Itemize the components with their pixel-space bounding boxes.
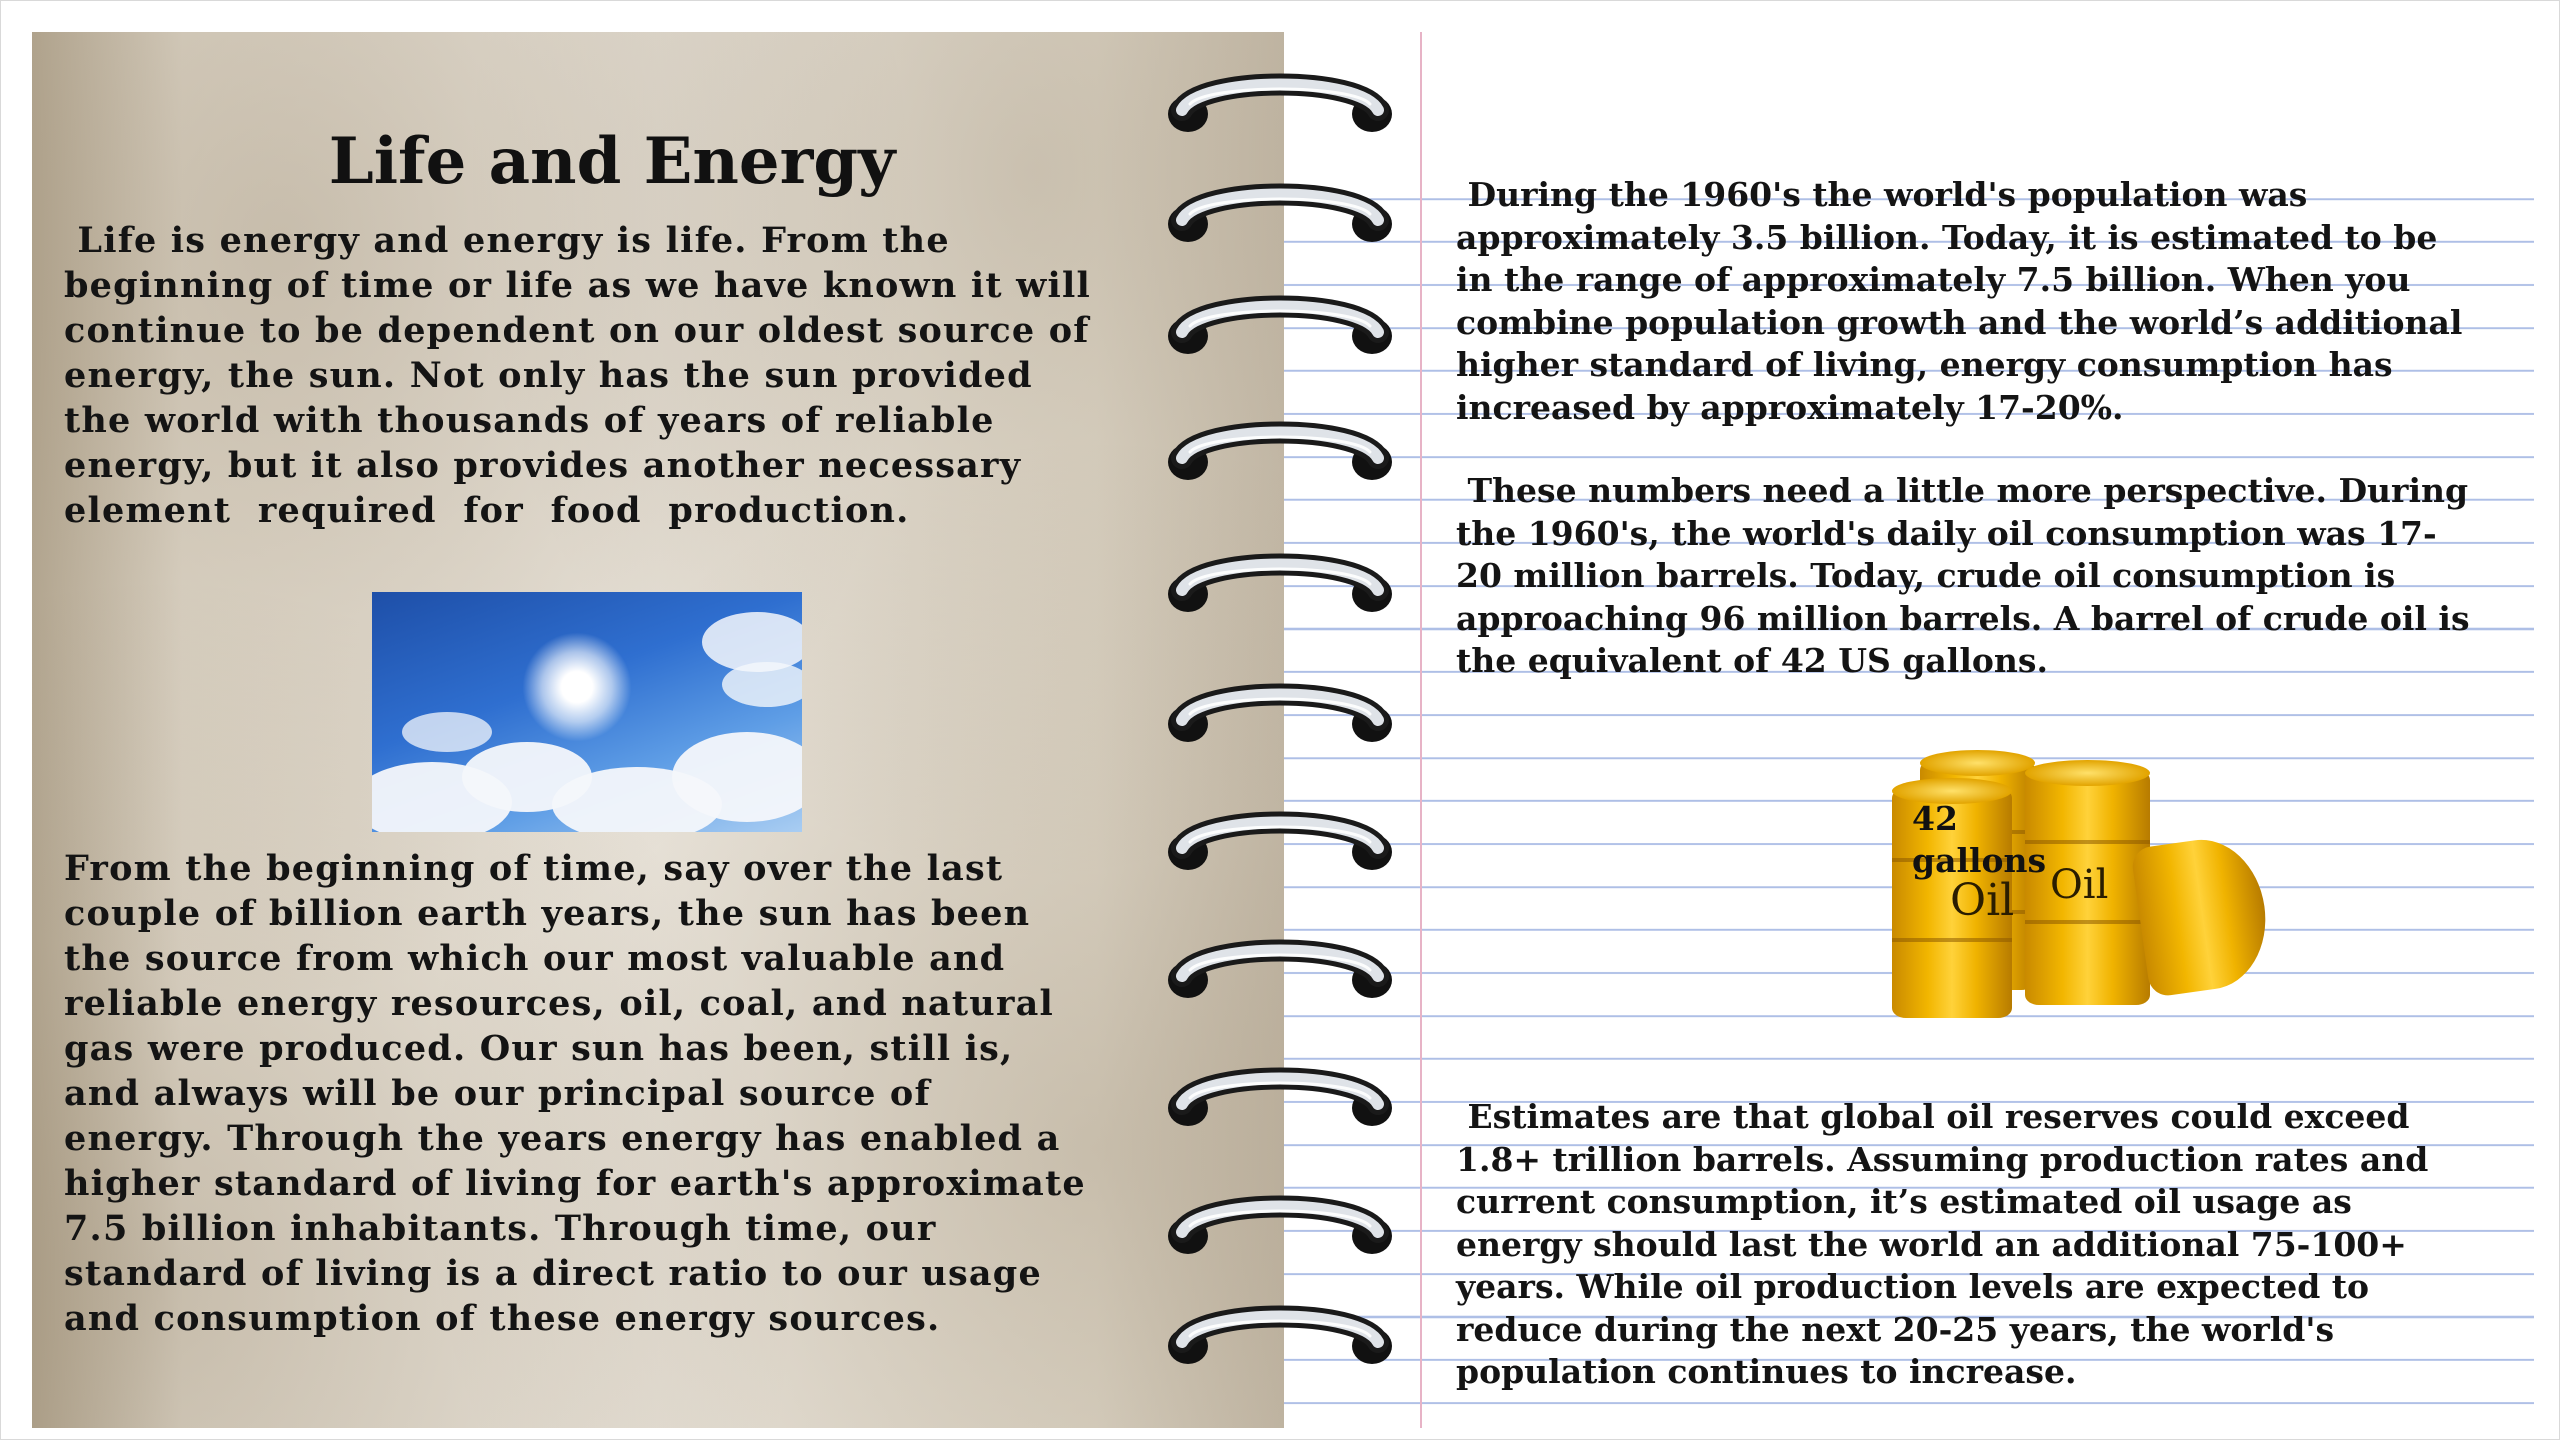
page-title: Life and Energy [328,124,896,199]
spiral-binding-ring [1160,418,1400,488]
text-line: approaching 96 million barrels. A barrel of crude oil is [1456,598,2470,638]
history-paragraph [64,846,1164,1341]
sun-sky-photo [372,592,802,832]
text-line: reduce during the next 20-25 years, the world's [1456,1309,2335,1349]
barrel-caption [1912,798,2072,882]
text-line: These numbers need a little more perspective. During [1456,471,2469,510]
spiral-binding-ring [1160,1302,1400,1372]
text-line: couple of billion earth years, the sun has been [64,893,1031,934]
reserves-paragraph [1456,1096,2526,1394]
text-line: gas were produced. Our sun has been, still is, [64,1028,1014,1069]
spiral-binding-ring [1160,1064,1400,1134]
text-line: 1.8+ trillion barrels. Assuming production rates and [1456,1139,2429,1179]
text-line: the 1960's, the world's daily oil consumption was 17- [1456,513,2437,553]
text-line: years. While oil production levels are expected to [1456,1267,2370,1306]
text-line: approximately 3.5 billion. Today, it is estimated to be [1456,217,2438,257]
text-line: increased by approximately 17-20%. [1456,387,2124,427]
barrel-label: Oil [1950,875,2015,926]
spiral-binding-ring [1160,180,1400,250]
text-line: population continues to increase. [1456,1352,2077,1391]
text-line: Life is energy and energy is life. From the [64,220,950,261]
spiral-binding-ring [1160,550,1400,620]
text-line: beginning of time or life as we have known it will [64,265,1091,306]
spiral-binding-ring [1160,1192,1400,1262]
spiral-binding-ring [1160,680,1400,750]
text-line: continue to be dependent on our oldest source of [64,310,1090,351]
text-line: From the beginning of time, say over the last [64,848,1004,889]
population-paragraph [1456,174,2526,429]
text-line: During the 1960's the world's population was [1456,175,2308,214]
text-line: the equivalent of 42 US gallons. [1456,641,2048,680]
text-line: 7.5 billion inhabitants. Through time, our [64,1208,937,1249]
text-line: and consumption of these energy sources. [64,1298,941,1339]
caption-line: 42 [1912,799,1958,838]
text-line: element required for food production. [64,490,910,531]
text-line: standard of living is a direct ratio to our usage [64,1253,1042,1294]
spiral-binding-ring [1160,808,1400,878]
intro-paragraph [64,218,1164,533]
text-line: Estimates are that global oil reserves could exceed [1456,1097,2410,1136]
text-line: reliable energy resources, oil, coal, and natural [64,983,1054,1024]
caption-line: gallons [1912,841,2047,880]
text-line: current consumption, it’s estimated oil usage as [1456,1182,2352,1221]
text-line: the source from which our most valuable and [64,938,1006,979]
left-page [32,32,1284,1428]
text-line: energy, the sun. Not only has the sun provided [64,355,1033,396]
margin-line [1420,32,1422,1428]
barrel-label: Oil [2050,862,2109,908]
spiral-binding-ring [1160,70,1400,140]
text-line: the world with thousands of years of reliable [64,400,995,441]
text-line: in the range of approximately 7.5 billion. When you [1456,260,2411,299]
text-line: combine population growth and the world’s additional [1456,302,2463,342]
spiral-binding-ring [1160,936,1400,1006]
text-line: energy. Through the years energy has enabled a [64,1118,1061,1159]
text-line: higher standard of living, energy consumption has [1456,345,2393,384]
text-line: 20 million barrels. Today, crude oil consumption is [1456,556,2396,595]
perspective-paragraph [1456,470,2526,683]
text-line: higher standard of living for earth's approximate [64,1163,1086,1204]
text-line: and always will be our principal source of [64,1073,931,1114]
text-line: energy should last the world an additional 75-100+ [1456,1224,2407,1264]
text-line: energy, but it also provides another necessary [64,445,1022,486]
sun-icon [522,632,632,742]
spiral-binding-ring [1160,292,1400,362]
